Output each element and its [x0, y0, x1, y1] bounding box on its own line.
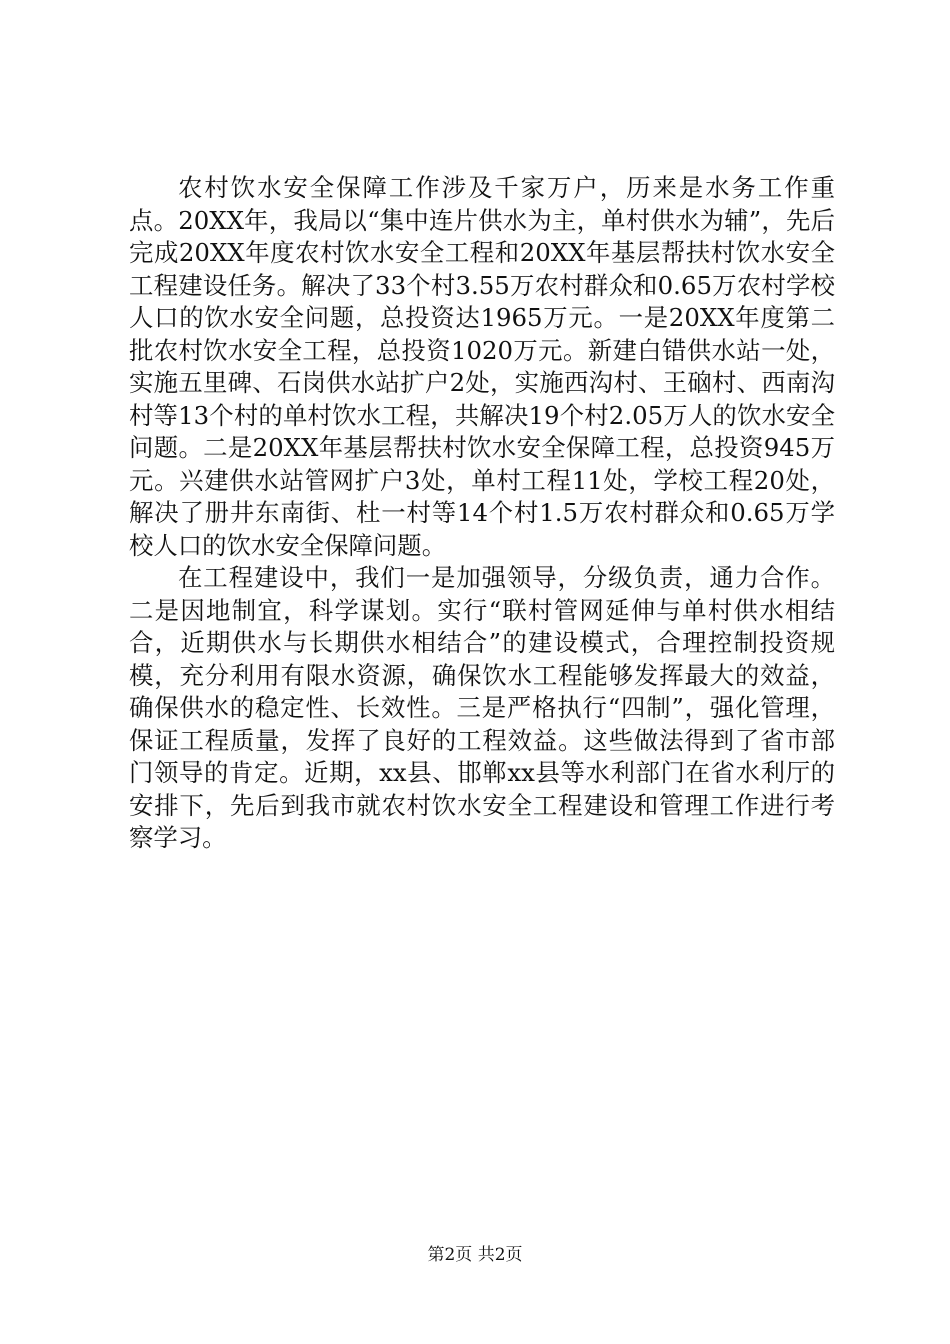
paragraph-2: 在工程建设中，我们一是加强领导，分级负责，通力合作。二是因地制宜，科学谋划。实行“联村管网延伸与单村供水相结合，近期供水与长期供水相结合”的建设模式，合理控制投资规模，充分利用有限水资源，确保饮水工程能够发挥最大的效益，确保供水的稳定性、长效性。三是严格执行“四制”，强化管理，保证工程质量，发挥了良好的工程效益。这些做法得到了省市部门领导的肯定。近期，xx县、邯郸xx县等水利部门在省水利厅的安排下，先后到我市就农村饮水安全工程建设和管理工作进行考察学习。: [129, 563, 835, 852]
body-text: [129, 172, 835, 855]
page-number-footer: 第2页 共2页: [427, 1245, 523, 1265]
paragraph-1: 农村饮水安全保障工作涉及千家万户，历来是水务工作重点。20XX年，我局以“集中连片供水为主，单村供水为辅”，先后完成20XX年度农村饮水安全工程和20XX年基层帮扶村饮水安全工程建设任务。解决了33个村3.55万农村群众和0.65万农村学校人口的饮水安全问题，总投资达1965万元。一是20XX年度第二批农村饮水安全工程，总投资1020万元。新建白错供水站一处，实施五里碑、石岗供水站扩户2处，实施西沟村、王硇村、西南沟村等13个村的单村饮水工程，共解决19个村2.05万人的饮水安全问题。二是20XX年基层帮扶村饮水安全保障工程，总投资945万元。兴建供水站管网扩户3处，单村工程11处，学校工程20处，解决了册井东南街、杜一村等14个村1.5万农村群众和0.65万学校人口的饮水安全保障问题。: [129, 173, 835, 560]
